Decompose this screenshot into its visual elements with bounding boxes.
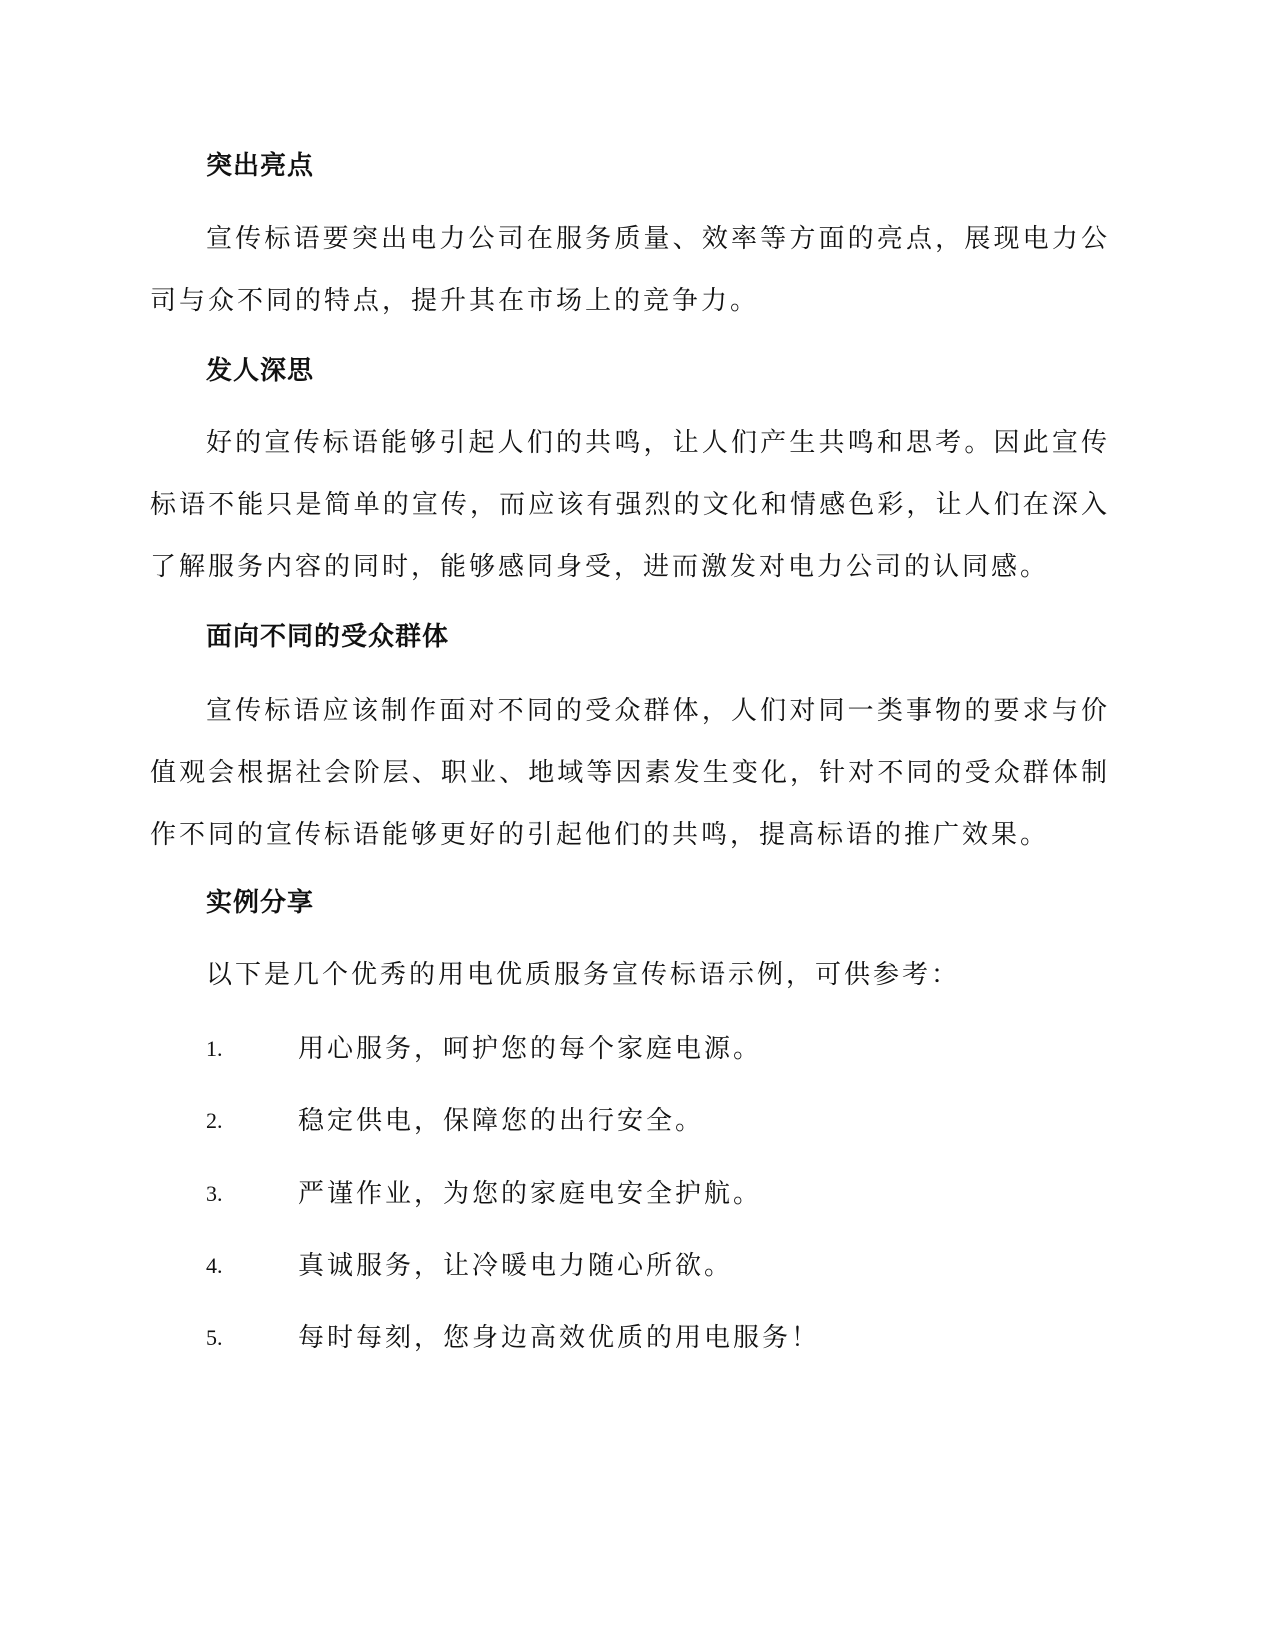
list-item [206, 1321, 1106, 1355]
section-paragraph: 好的宣传标语能够引起人们的共鸣，让人们产生共鸣和思考。因此宣传标语不能只是简单的宣传，而应该有强烈的文化和情感色彩，让人们在深入了解服务内容的同时，能够感同身受，进而激发对电力公司的认同感。 [150, 428, 1110, 582]
list-item [206, 1249, 1106, 1283]
list-item-number: 1. [206, 1036, 223, 1061]
list-item-text: 每时每刻，您身边高效优质的用电服务！ [298, 1323, 821, 1353]
section-paragraph: 宣传标语要突出电力公司在服务质量、效率等方面的亮点，展现电力公司与众不同的特点，提升其在市场上的竞争力。 [150, 224, 1110, 316]
list-item-number: 4. [206, 1253, 223, 1278]
list-item [206, 1032, 1106, 1066]
list-item-number: 2. [206, 1108, 223, 1133]
section-heading: 面向不同的受众群体 [206, 622, 450, 652]
section-paragraph: 以下是几个优秀的用电优质服务宣传标语示例，可供参考： [206, 960, 961, 990]
section-heading: 发人深思 [206, 356, 315, 386]
list-item-text: 真诚服务，让冷暖电力随心所欲。 [298, 1251, 734, 1281]
list-item-text: 用心服务，呵护您的每个家庭电源。 [298, 1034, 763, 1064]
list-item [206, 1104, 1106, 1138]
section-heading: 实例分享 [206, 888, 315, 918]
section-paragraph: 宣传标语应该制作面对不同的受众群体，人们对同一类事物的要求与价值观会根据社会阶层、职业、地域等因素发生变化，针对不同的受众群体制作不同的宣传标语能够更好的引起他们的共鸣，提高标语的推广效果。 [150, 696, 1110, 850]
list-item-number: 3. [206, 1181, 223, 1206]
document-page [150, 0, 1110, 1650]
section-heading: 突出亮点 [206, 151, 315, 181]
list-item-text: 严谨作业，为您的家庭电安全护航。 [298, 1179, 763, 1209]
list-item-number: 5. [206, 1325, 223, 1350]
list-item-text: 稳定供电，保障您的出行安全。 [298, 1106, 705, 1136]
list-item [206, 1177, 1106, 1211]
